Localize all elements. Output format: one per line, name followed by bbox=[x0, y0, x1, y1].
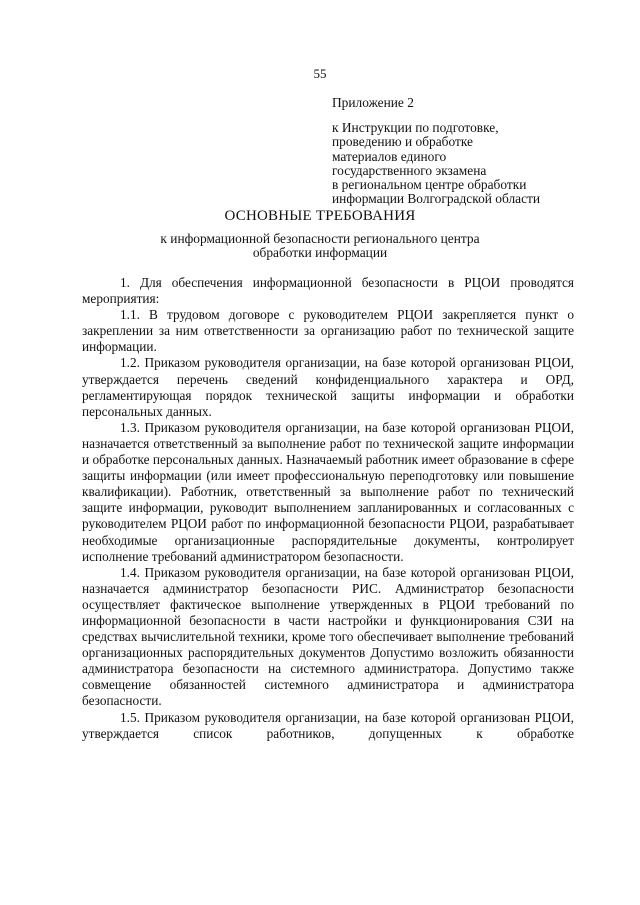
appendix-block bbox=[332, 96, 592, 206]
paragraph-1-2: 1.2. Приказом руководителя организации, на базе которой организован РЦОИ, утверждается перечень сведений конфиденциального характера и ОРД, регламентирующая порядок технической защиты информации и обработки персональных данных. bbox=[82, 355, 574, 419]
document-title: ОСНОВНЫЕ ТРЕБОВАНИЯ bbox=[224, 208, 416, 224]
paragraph-1-3: 1.3. Приказом руководителя организации, на базе которой организован РЦОИ, назначается ответственный за выполнение работ по технической защите информации и обработке персональных данных. Назначаемый работник имеет образование в сфере защиты информации (или имеет профессиональную переподготовку или повышение квалификации). Работник, ответственный за выполнение работ по технический защите информации, руководит выполнением запланированных и согласованных с руководителем РЦОИ работ по информационной безопасности РЦОИ, разрабатывает необходимые организационные распорядительные документы, контролирует исполнение требований администратором безопасности. bbox=[82, 419, 574, 564]
document-body bbox=[82, 275, 574, 742]
appendix-line: проведению и обработке bbox=[332, 134, 473, 150]
paragraph-1-5: 1.5. Приказом руководителя организации, на базе которой организован РЦОИ, утверждается список работников, допущенных к обработке bbox=[82, 709, 574, 741]
appendix-title: Приложение 2 bbox=[332, 95, 414, 110]
appendix-line: к Инструкции по подготовке, bbox=[332, 120, 499, 136]
page-number: 55 bbox=[313, 66, 327, 81]
subtitle-line: обработки информации bbox=[252, 245, 388, 261]
appendix-line: информации Волгоградской области bbox=[332, 191, 541, 207]
document-subtitle bbox=[100, 232, 540, 261]
subtitle-line: к информационной безопасности регионального центра bbox=[160, 231, 480, 246]
paragraph-1-1: 1.1. В трудовом договоре с руководителем РЦОИ закрепляется пункт о закреплении за ним ответственности за организацию работ по технической защите информации. bbox=[82, 307, 574, 355]
appendix-line: государственного экзамена bbox=[332, 162, 487, 178]
appendix-line: в региональном центре обработки bbox=[332, 177, 527, 193]
appendix-line: материалов единого bbox=[332, 148, 447, 164]
paragraph-1: 1. Для обеспечения информационной безопасности в РЦОИ проводятся мероприятия: bbox=[82, 275, 574, 307]
paragraph-1-4: 1.4. Приказом руководителя организации, на базе которой организован РЦОИ, назначается администратор безопасности РИС. Администратор безопасности осуществляет фактическое выполнение утвержденных в РЦОИ требований по информационной безопасности в части настройки и функционирования СЗИ на средствах вычислительной техники, кроме того обеспечивает выполнение требований организационных распорядительных документов Допустимо возложить обязанности администратора безопасности на системного администратора. Допустимо также совмещение обязанностей системного администратора и администратора безопасности. bbox=[82, 564, 574, 709]
